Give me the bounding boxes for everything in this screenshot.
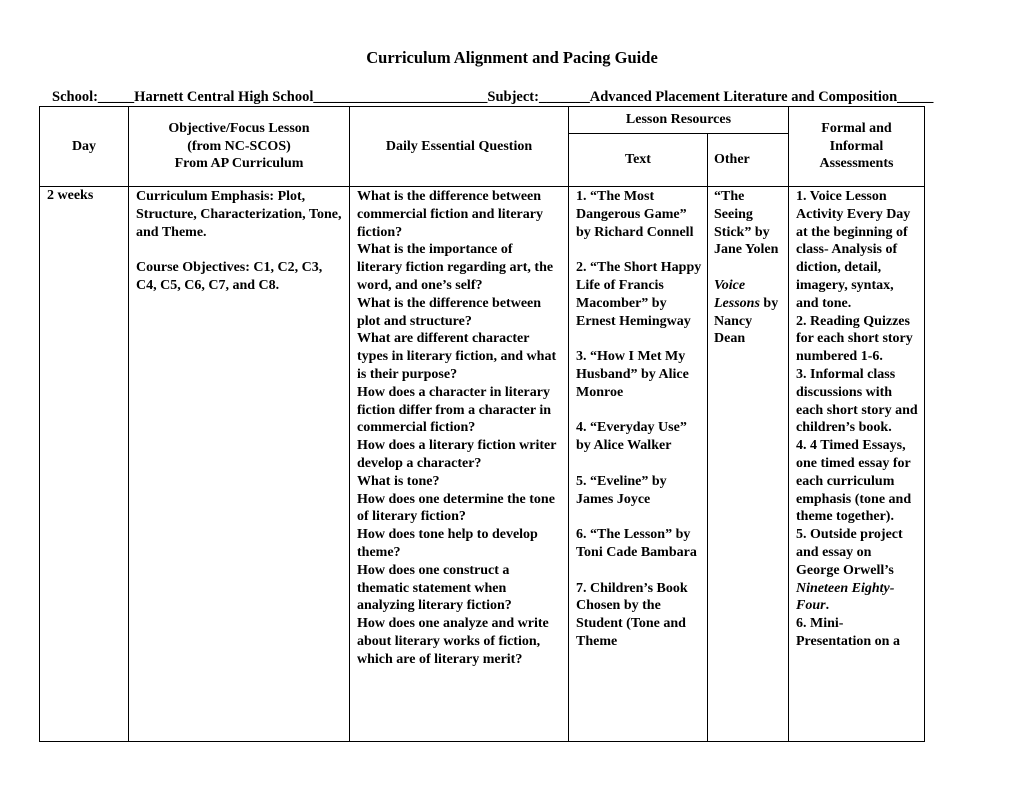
question-item: What are different character types in literary fiction, and what is their purpose? [357,331,557,382]
cell-questions [350,187,569,742]
header-assessments: Formal and Informal Assessments [789,107,925,187]
cell-texts [569,187,708,742]
cell-day: 2 weeks [40,187,129,742]
question-item: What is the difference between commercial fiction and literary fiction? [357,189,543,240]
cell-assessments [789,187,925,742]
subject-value: Advanced Placement Literature and Composition [589,89,898,105]
document-title: Curriculum Alignment and Pacing Guide [366,48,658,67]
text-item: 7. Children’s Book Chosen by the Student (Tone and Theme [576,580,688,649]
curriculum-emphasis: Curriculum Emphasis: Plot, Structure, Characterization, Tone, and Theme. [136,189,342,240]
header-lesson-resources: Lesson Resources [569,107,789,134]
question-item: How does a literary fiction writer develop a character? [357,438,557,471]
subject-label: Subject: [487,89,539,105]
other-item: “The Seeing Stick” by Jane Yolen [714,189,779,258]
other-item: Voice Lessons by Nancy Dean [714,277,779,347]
header-objective: Objective/Focus Lesson (from NC-SCOS) From AP Curriculum [129,107,350,187]
question-item: How does one determine the tone of literary fiction? [357,491,555,525]
header-other: Other [708,134,789,187]
header-line: School:_____Harnett Central High School________________________Subject:_______Advanced Placement Literature and Composition_____ [52,89,934,105]
assessment-item: 5. Outside project and essay on George Orwell’s Nineteen Eighty-Four. [796,527,903,614]
text-item: 2. “The Short Happy Life of Francis Macomber” by Ernest Hemingway [576,260,702,329]
assessment-item: 2. Reading Quizzes for each short story numbered 1-6. [796,313,913,365]
text-item: 6. “The Lesson” by Toni Cade Bambara [576,527,697,560]
text-item: 3. “How I Met My Husband” by Alice Monroe [576,349,689,400]
question-item: How does one construct a thematic statement when analyzing literary fiction? [357,562,512,614]
question-item: What is the difference between plot and structure? [357,295,542,329]
assessment-item: 1. Voice Lesson Activity Every Day at the beginning of class- Analysis of diction, detail, imagery, syntax, and tone. [796,189,911,311]
cell-objective [129,187,350,742]
assessment-item: 6. Mini-Presentation on a [796,616,900,649]
question-item: What is tone? [357,473,440,489]
school-label: School: [52,89,98,105]
pacing-table [39,106,939,742]
question-item: How does tone help to develop theme? [357,527,538,560]
assessment-item: 3. Informal class discussions with each short story and children’s book. [796,366,918,436]
question-item: What is the importance of literary fiction regarding art, the word, and one’s self? [357,242,554,293]
header-text: Text [569,134,708,187]
text-item: 1. “The Most Dangerous Game” by Richard Connell [576,189,694,240]
school-value: Harnett Central High School [134,89,314,105]
text-item: 5. “Eveline” by James Joyce [576,473,667,507]
question-item: How does a character in literary fiction differ from a character in commercial fiction? [357,384,552,436]
question-item: How does one analyze and write about literary works of fiction, which are of literary merit? [357,616,549,667]
course-objectives: Course Objectives: C1, C2, C3, C4, C5, C6, C7, and C8. [136,260,323,294]
header-day: Day [40,107,129,187]
header-question: Daily Essential Question [350,107,569,187]
assessment-item: 4. 4 Timed Essays, one timed essay for each curriculum emphasis (tone and theme together). [796,438,912,525]
text-item: 4. “Everyday Use” by Alice Walker [576,420,687,454]
cell-other [708,187,789,742]
